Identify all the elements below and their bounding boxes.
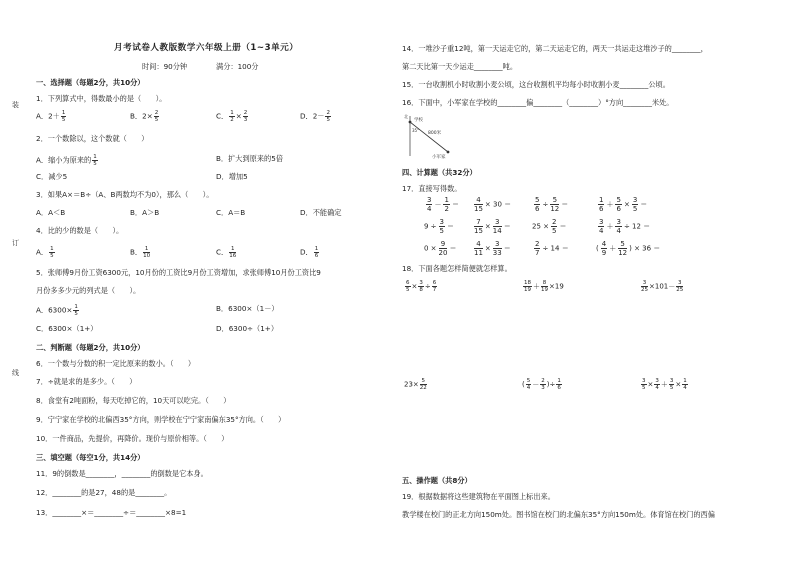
map-label-angle: 35° — [412, 128, 420, 133]
question-6: 6．一个数与分数的积一定比原来的数小。（ ） — [36, 359, 196, 368]
q5-option-b: B．6300×（1－） — [216, 304, 279, 313]
calc-item: 9 ÷ $\frac{3}{5}$ ＝ — [424, 218, 455, 235]
section-heading: 一、选择题（每题2分，共10分） — [36, 78, 145, 87]
calc-item: 0 × $\frac{9}{20}$ ＝ — [424, 240, 457, 257]
map-label-north: 北 — [404, 114, 408, 119]
q4-option-d: D． $\frac{1}{6}$ — [300, 246, 319, 259]
calc-item: $\frac{1}{6}$ ＋ $\frac{5}{6}$ × $\frac{3}{5}$ ＝ — [599, 196, 648, 213]
q1-option-c: C． $\frac{1}{2}$ × $\frac{2}{3}$ — [216, 110, 248, 123]
question-12: 12．________的是27，48的是________。 — [36, 488, 172, 497]
q3-option-a: A．A＜B — [36, 208, 66, 217]
calc-item: 25 × $\frac{2}{5}$ ＝ — [532, 218, 567, 235]
question-19: 19．根据数据将这些建筑物在平面图上标出来。 — [402, 492, 555, 501]
q3-option-d: D．不能确定 — [300, 208, 342, 217]
question-7: 7．÷就是求的是多少。（ ） — [36, 377, 137, 386]
home-point — [447, 151, 450, 154]
question-11: 11．9的倒数是________，________的倒数是它本身。 — [36, 469, 208, 478]
question-13: 13．________×＝________÷＝________×8=1 — [36, 508, 187, 517]
q2-option-a: A．缩小为原来的 $\frac{1}{5}$ — [36, 154, 97, 167]
q4-option-c: C． $\frac{1}{16}$ — [216, 246, 237, 259]
simplify-item: $\frac{18}{19}$ ＋ $\frac{8}{19}$ ×19 — [524, 280, 564, 293]
calc-item: ( $\frac{4}{9}$ ＋ $\frac{5}{12}$ ) × 36 ＝ — [596, 240, 661, 257]
calc-item: $\frac{3}{4}$ － $\frac{1}{2}$ ＝ — [427, 196, 459, 213]
simplify-item: 23× $\frac{5}{22}$ — [404, 378, 427, 391]
section-heading: 四、计算题（共32分） — [402, 168, 477, 177]
question-17: 17．直接写得数。 — [402, 184, 462, 193]
binding-mark: 线 — [12, 369, 19, 377]
q3-option-b: B．A＞B — [130, 208, 160, 217]
exam-time: 时间：90分钟 — [142, 62, 188, 71]
question-14: 14．一堆沙子重12吨，第一天运走它的，第二天运走它的，两天一共运走这堆沙子的________， — [402, 44, 708, 53]
question-2: 2．一个数除以，这个数就（ ） — [36, 134, 149, 143]
section-heading: 五、操作题（共8分） — [402, 476, 472, 485]
simplify-item: $\frac{3}{25}$ ×101－ $\frac{3}{25}$ — [641, 280, 684, 293]
question-1: 1．下列算式中，得数最小的是（ ）。 — [36, 94, 167, 103]
q5-option-c: C．6300×（1+） — [36, 324, 98, 333]
map-label-home: 小军家 — [432, 155, 446, 160]
route-line — [410, 122, 448, 152]
q5-option-d: D．6300÷（1+） — [216, 324, 279, 333]
map-label-school: 学校 — [414, 118, 423, 123]
q4-option-a: A． $\frac{1}{5}$ — [36, 246, 54, 259]
school-point — [409, 121, 412, 124]
calc-item: $\frac{4}{15}$ × 30 ＝ — [474, 196, 512, 213]
question-4: 4．比的少的数是（ ）。 — [36, 226, 124, 235]
question-5: 5．张师傅9月份工资6300元，10月份的工资比9月份工资增加，求张师傅10月份工资比9 — [36, 268, 321, 277]
question-18: 18．下面各题怎样简便就怎样算。 — [402, 264, 512, 273]
calc-item: $\frac{4}{11}$ × $\frac{3}{33}$ ＝ — [474, 240, 511, 257]
section-heading: 三、填空题（每空1分，共14分） — [36, 453, 145, 462]
direction-map-figure — [402, 112, 462, 160]
page-title: 月考试卷人教版数学六年级上册（1~3单元） — [114, 43, 299, 53]
section-heading: 二、判断题（每题2分，共10分） — [36, 343, 145, 352]
q5-option-a: A．6300× $\frac{1}{5}$ — [36, 304, 78, 317]
question-14-cont: 第二天比第一天少运走________吨。 — [402, 62, 518, 71]
calc-item: $\frac{3}{4}$ ＋ $\frac{3}{4}$ ÷ 12 ＝ — [599, 218, 651, 235]
binding-mark: 订 — [12, 239, 19, 247]
question-16: 16．下面中，小军家在学校的________偏________（________）°方向________米处。 — [402, 98, 674, 107]
question-10: 10．一件商品，先提价，再降价。现价与原价相等。（ ） — [36, 434, 229, 443]
simplify-item: $\frac{3}{5}$ × $\frac{3}{4}$ ＋ $\frac{3}{5}$ × $\frac{1}{4}$ — [642, 378, 687, 391]
calc-item: $\frac{7}{15}$ × $\frac{3}{14}$ ＝ — [474, 218, 511, 235]
question-15: 15．一台收割机小时收割小麦公顷，这台收割机平均每小时收割小麦________公顷。 — [402, 80, 670, 89]
q2-option-d: D．增加5 — [216, 172, 248, 181]
calc-item: $\frac{2}{7}$ ÷ 14 ＝ — [535, 240, 569, 257]
q2-option-c: C．减少5 — [36, 172, 68, 181]
binding-mark: 装 — [12, 101, 19, 109]
q3-option-c: C．A＝B — [216, 208, 246, 217]
q4-option-b: B． $\frac{1}{10}$ — [130, 246, 151, 259]
simplify-item: ( $\frac{5}{4}$ － $\frac{2}{3}$ )÷ $\frac{1}{6}$ — [522, 378, 561, 391]
map-label-distance: 800米 — [428, 131, 442, 136]
question-3: 3．如果A×＝B÷（A、B两数均不为0），那么（ ）。 — [36, 190, 214, 199]
simplify-item: $\frac{6}{5}$ × $\frac{3}{8}$ ÷ $\frac{6}{7}$ — [406, 280, 437, 293]
question-5-cont: 月份多多少元的列式是（ ）。 — [36, 286, 141, 295]
q1-option-d: D．2－ $\frac{2}{5}$ — [300, 110, 330, 123]
q1-option-a: A．2＋ $\frac{1}{5}$ — [36, 110, 66, 123]
question-9: 9．宁宁家在学校的北偏西35°方向，则学校在宁宁家南偏东35°方向。（ ） — [36, 415, 286, 424]
q2-option-b: B．扩大到原来的5倍 — [216, 154, 284, 163]
calc-item: $\frac{5}{6}$ ÷ $\frac{5}{12}$ ＝ — [535, 196, 569, 213]
exam-score: 满分：100分 — [216, 62, 259, 71]
question-19-text: 教学楼在校门的正北方向150m处。图书馆在校门的北偏东35°方向150m处。体育馆在校门的西偏 — [402, 510, 715, 519]
q1-option-b: B．2× $\frac{2}{5}$ — [130, 110, 159, 123]
question-8: 8．食堂有2吨面粉，每天吃掉它的，10天可以吃完。（ ） — [36, 396, 231, 405]
